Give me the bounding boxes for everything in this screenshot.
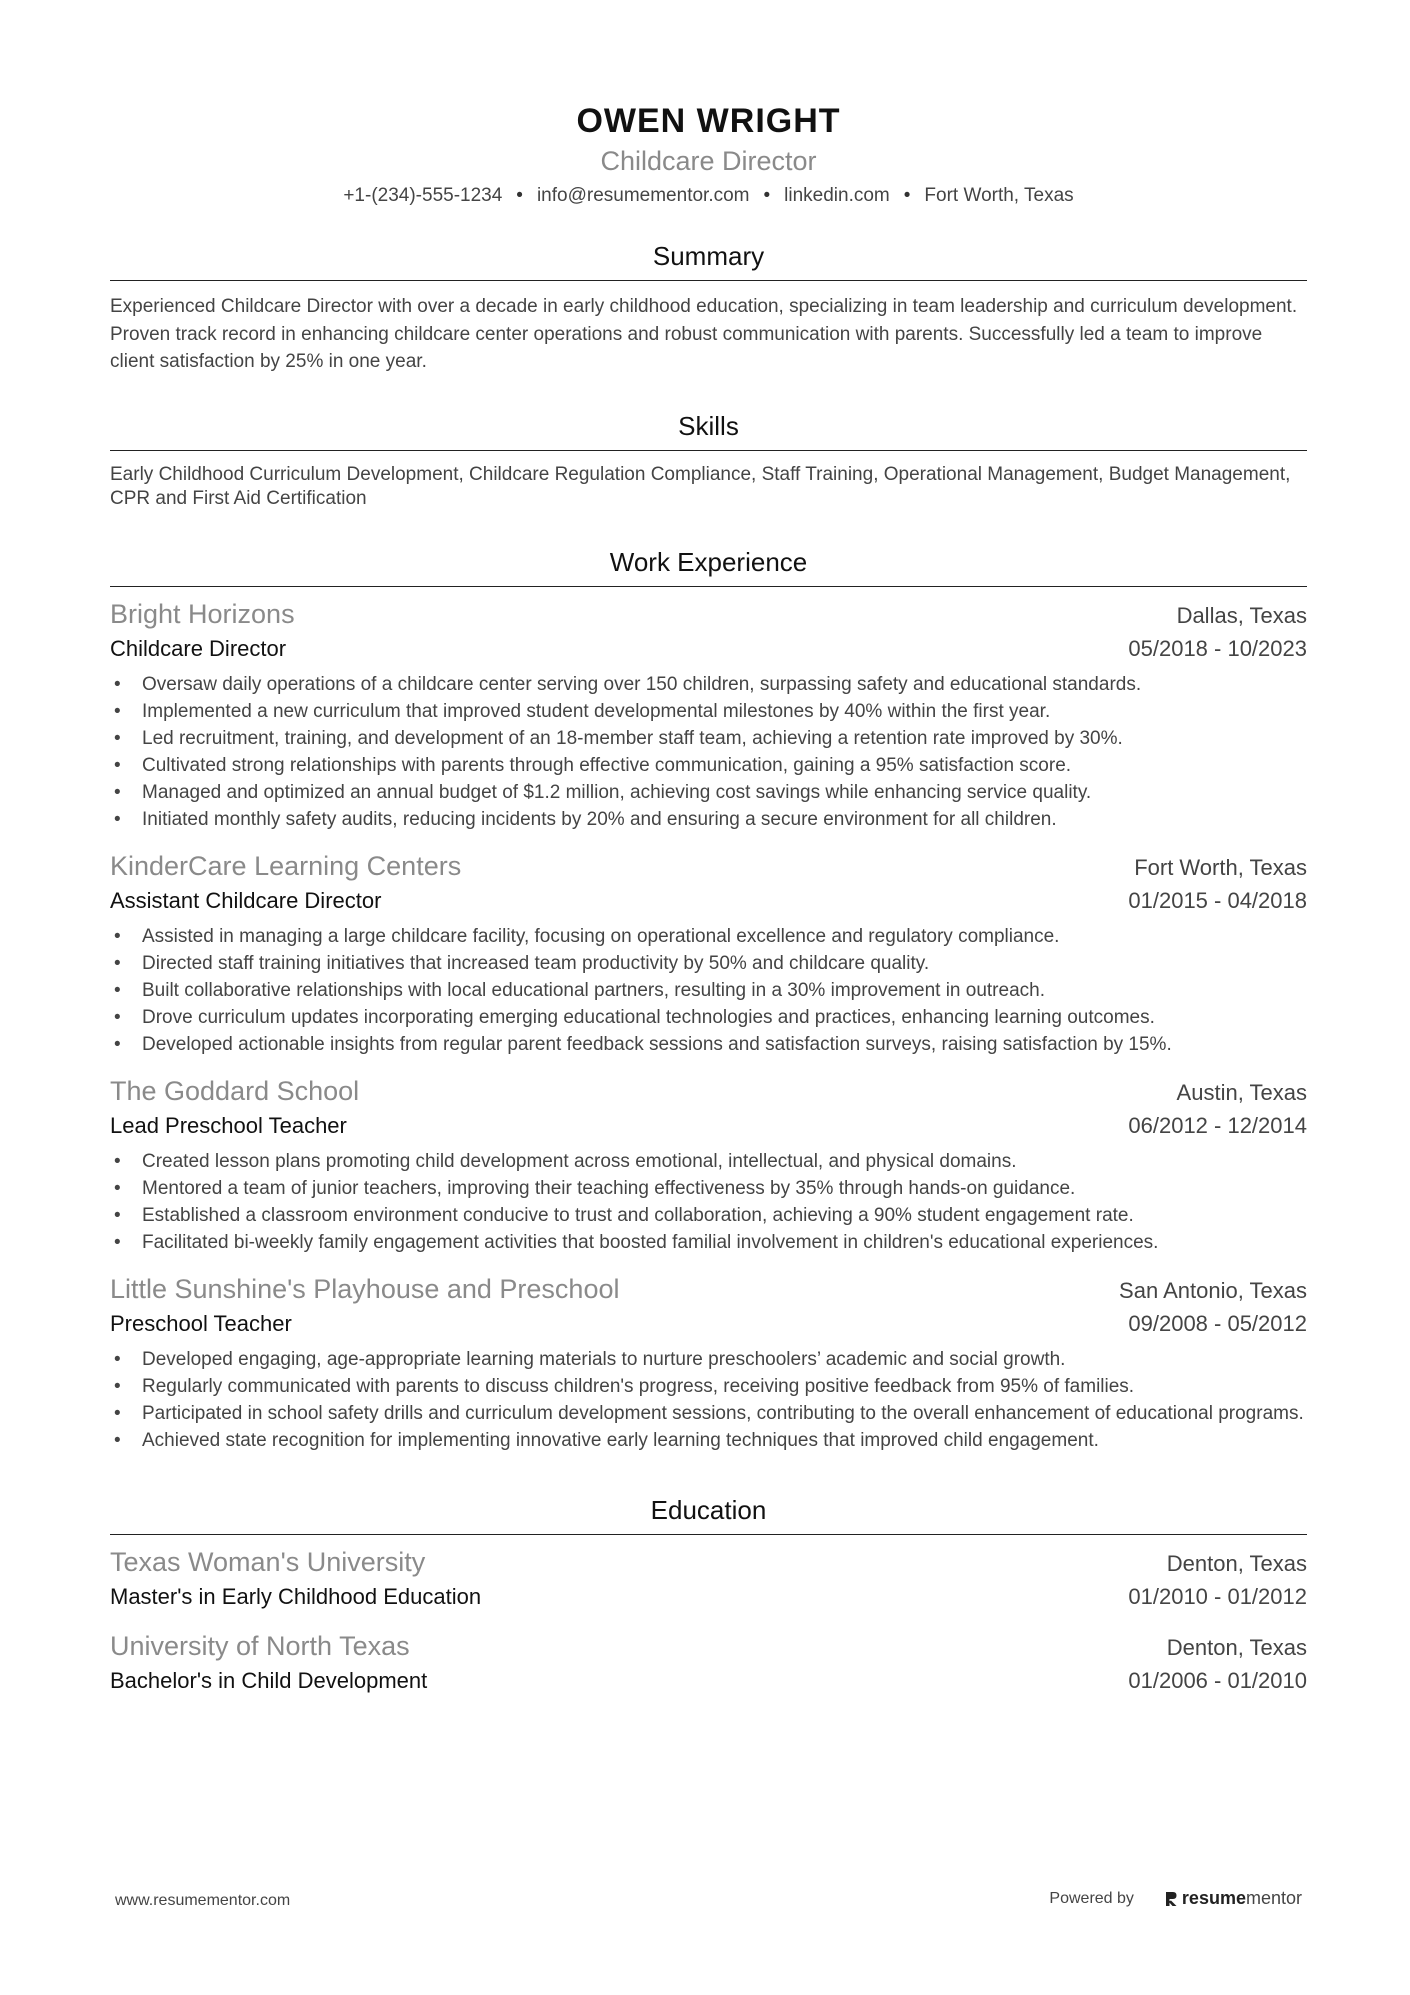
job-bullets [110,1346,1307,1454]
job-dates: 09/2008 - 05/2012 [1128,1310,1307,1336]
education-header-row [110,1545,1307,1581]
skills-section [110,410,1307,512]
job-role-row [110,1110,1307,1142]
logo-text-mentor: mentor [1245,1888,1302,1908]
job-role: Preschool Teacher [110,1310,292,1336]
resumementor-logo[interactable] [1164,1888,1302,1909]
education-entry [110,1545,1307,1613]
job-role: Childcare Director [110,635,287,661]
job-bullet: • Mentored a team of junior teachers, improving their teaching effectiveness by 35% through hands-on guidance. [110,1175,1307,1202]
job-bullet: • Oversaw daily operations of a childcare center serving over 150 children, surpassing safety and educational standards. [110,671,1307,698]
job-company: Little Sunshine's Playhouse and Preschool [110,1273,620,1304]
job-bullet: • Developed actionable insights from regular parent feedback sessions and satisfaction surveys, raising satisfaction by 15%. [110,1031,1307,1058]
job-bullet: • Developed engaging, age-appropriate learning materials to nurture preschoolers’ academic and social growth. [110,1346,1307,1373]
job-entry [110,1272,1307,1454]
education-section [110,1494,1307,1697]
job-company: Bright Horizons [110,598,295,629]
job-bullet: • Initiated monthly safety audits, reducing incidents by 20% and ensuring a secure environment for all children. [110,806,1307,833]
separator-dot: • [903,185,911,206]
education-dates: 01/2006 - 01/2010 [1128,1667,1307,1693]
job-header-row [110,1074,1307,1110]
job-bullet: • Established a classroom environment conducive to trust and collaboration, achieving a 90% student engagement rate. [110,1202,1307,1229]
job-role: Assistant Childcare Director [110,887,382,913]
education-entry [110,1629,1307,1697]
job-bullet: • Participated in school safety drills and curriculum development sessions, contributing to the overall enhancement of educational programs. [110,1400,1307,1427]
education-degree: Bachelor's in Child Development [110,1667,428,1693]
job-bullet: • Built collaborative relationships with local educational partners, resulting in a 30% improvement in outreach. [110,977,1307,1004]
job-dates: 05/2018 - 10/2023 [1128,635,1307,661]
job-bullet: • Assisted in managing a large childcare facility, focusing on operational excellence and regulatory compliance. [110,923,1307,950]
job-dates: 06/2012 - 12/2014 [1128,1112,1307,1138]
job-entry [110,849,1307,1058]
logo-text-resume: resume [1181,1888,1246,1908]
job-bullets [110,923,1307,1058]
education-degree: Master's in Early Childhood Education [110,1583,482,1609]
education-school: Texas Woman's University [110,1546,426,1577]
contact-location: Fort Worth, Texas [924,185,1074,206]
contact-email[interactable]: info@resumementor.com [536,185,750,206]
job-bullet: • Managed and optimized an annual budget of $1.2 million, achieving cost savings while enhancing service quality. [110,779,1307,806]
job-location: Austin, Texas [1176,1079,1307,1105]
education-degree-row [110,1665,1307,1697]
job-role-row [110,633,1307,665]
job-bullet: • Created lesson plans promoting child development across emotional, intellectual, and physical domains. [110,1148,1307,1175]
education-location: Denton, Texas [1166,1634,1307,1660]
separator-dot: • [763,185,771,206]
job-entry [110,597,1307,833]
job-bullet: • Regularly communicated with parents to discuss children's progress, receiving positive feedback from 95% of families. [110,1373,1307,1400]
resumementor-logo-icon [1164,1890,1178,1908]
job-entry [110,1074,1307,1256]
job-header-row [110,597,1307,633]
contact-line [110,182,1307,210]
job-company: KinderCare Learning Centers [110,850,462,881]
education-degree-row [110,1581,1307,1613]
job-role-row [110,1308,1307,1340]
job-bullet: • Led recruitment, training, and development of an 18-member staff team, achieving a retention rate improved by 30%. [110,725,1307,752]
summary-heading: Summary [110,240,1307,281]
job-dates: 01/2015 - 04/2018 [1128,887,1307,913]
job-bullet: • Directed staff training initiatives that increased team productivity by 50% and childcare quality. [110,950,1307,977]
separator-dot: • [516,185,523,206]
job-location: Dallas, Texas [1176,602,1307,628]
resume-page [110,98,1307,1697]
candidate-title: Childcare Director [600,146,817,176]
footer-branding [1049,1888,1302,1909]
job-bullet: • Facilitated bi-weekly family engagement activities that boosted familial involvement in children's educational experiences. [110,1229,1307,1256]
education-location: Denton, Texas [1166,1550,1307,1576]
contact-phone: +1-(234)-555-1234 [343,185,503,206]
work-experience-section [110,546,1307,1454]
skills-heading: Skills [110,410,1307,451]
job-role-row [110,885,1307,917]
summary-section [110,240,1307,376]
education-dates: 01/2010 - 01/2012 [1128,1583,1307,1609]
job-bullet: • Achieved state recognition for implementing innovative early learning techniques that improved child engagement. [110,1427,1307,1454]
education-header-row [110,1629,1307,1665]
powered-by-label: Powered by [1049,1889,1134,1907]
education-school: University of North Texas [110,1630,410,1661]
job-role: Lead Preschool Teacher [110,1112,347,1138]
job-bullet: • Implemented a new curriculum that improved student developmental milestones by 40% within the first year. [110,698,1307,725]
candidate-name: OWEN WRIGHT [576,102,841,140]
job-bullet: • Drove curriculum updates incorporating emerging educational technologies and practices, enhancing learning outcomes. [110,1004,1307,1031]
job-header-row [110,1272,1307,1308]
job-bullet: • Cultivated strong relationships with parents through effective communication, gaining a 95% satisfaction score. [110,752,1307,779]
work-experience-heading: Work Experience [110,546,1307,587]
job-company: The Goddard School [110,1075,360,1106]
job-bullets [110,1148,1307,1256]
summary-text: Experienced Childcare Director with over a decade in early childhood education, specializing in team leadership and curriculum development. Proven track record in enhancing childcare center operations and robust communication with parents. Successfully led a team to improve client satisfaction by 25% in one year. [110,296,1298,372]
job-bullets [110,671,1307,833]
job-location: Fort Worth, Texas [1134,854,1307,880]
education-heading: Education [110,1494,1307,1535]
resume-header [110,98,1307,210]
skills-text: Early Childhood Curriculum Development, Childcare Regulation Compliance, Staff Training, Operational Management, Budget Management, CPR and First Aid Certification [110,463,1291,509]
footer-website[interactable]: www.resumementor.com [115,1892,291,1909]
contact-linkedin[interactable]: linkedin.com [784,185,890,206]
job-location: San Antonio, Texas [1119,1277,1307,1303]
job-header-row [110,849,1307,885]
